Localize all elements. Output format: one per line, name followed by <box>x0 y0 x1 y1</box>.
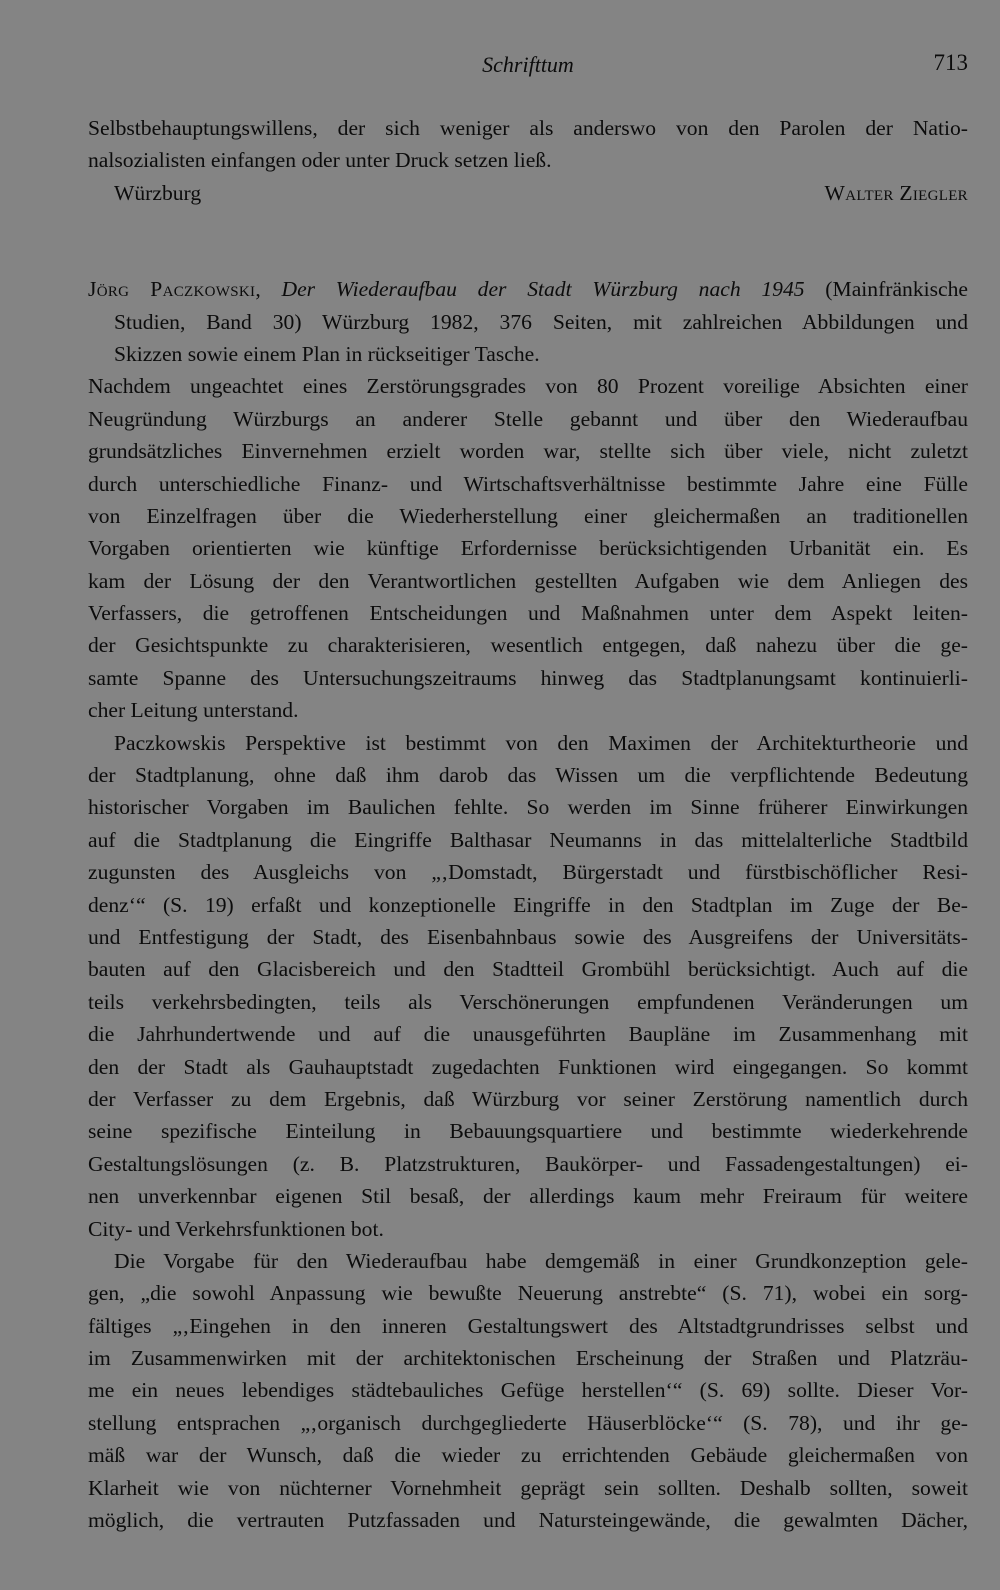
text-line: kam der Lösung der den Verantwortlichen gestellten Aufgaben wie dem Anliegen des <box>88 568 968 593</box>
text-line: durch unterschiedliche Finanz- und Wirtschaftsverhältnisse bestimmte Jahre eine Fülle <box>88 471 968 496</box>
citation-separator: , <box>255 277 282 302</box>
text-line: me ein neues lebendiges städtebauliches Gefüge herstellen‘“ (S. 69) sollte. Dieser Vor- <box>88 1378 968 1403</box>
text-line: Selbstbehauptungswillens, der sich weniger als anderswo von den Parolen der Natio- <box>88 116 968 140</box>
text-line: der Verfasser zu dem Ergebnis, daß Würzburg vor seiner Zerstörung namentlich durch <box>88 1086 968 1111</box>
book-author: Jörg Paczkowski <box>88 277 256 302</box>
text-line: nen unverkennbar eigenen Stil besaß, der allerdings kaum mehr Freiraum für weitere <box>88 1184 968 1209</box>
citation-line: Skizzen sowie einem Plan in rückseitiger Tasche. <box>114 341 540 366</box>
text-line: den der Stadt als Gauhauptstadt zugedachten Funktionen wird eingegangen. So kommt <box>88 1054 968 1079</box>
section-title: Schrifttum <box>482 52 574 77</box>
text-line: Die Vorgabe für den Wiederaufbau habe demgemäß in einer Grundkonzeption gele- <box>114 1248 968 1273</box>
paragraph <box>88 727 968 1245</box>
previous-review-ending <box>88 112 968 209</box>
citation-series: (Mainfränkische <box>804 277 969 302</box>
text-line: im Zusammenwirken mit der architektonischen Erscheinung der Straßen und Platzräu- <box>88 1346 968 1371</box>
text-line: auf die Stadtplanung die Eingriffe Balthasar Neumanns in das mittelalterliche Stadtbild <box>88 827 968 852</box>
text-line: Verfassers, die getroffenen Entscheidungen und Maßnahmen unter dem Aspekt leiten- <box>88 601 968 626</box>
page-number: 713 <box>933 50 968 75</box>
text-line: teils verkehrsbedingten, teils als Verschönerungen empfundenen Veränderungen um <box>88 989 968 1014</box>
text-line: der Stadtplanung, ohne daß ihm darob das Wissen um die verpflichtende Bedeutung <box>88 763 968 788</box>
text-line: gen, „die sowohl Anpassung wie bewußte Neuerung anstrebte“ (S. 71), wobei ein sorg- <box>88 1281 968 1306</box>
text-line: mäß war der Wunsch, daß die wieder zu errichtenden Gebäude gleichermaßen von <box>88 1443 968 1468</box>
text-line: möglich, die vertrauten Putzfassaden und Natursteingewände, die gewalmten Dächer, <box>88 1508 968 1533</box>
text-line: Klarheit wie von nüchterner Vornehmheit geprägt sein sollten. Deshalb sollten, soweit <box>88 1475 968 1500</box>
book-title: Der Wiederaufbau der Stadt Würzburg nach 1945 <box>281 277 805 302</box>
section-gap <box>88 209 968 273</box>
paragraph <box>88 1245 968 1537</box>
review-citation <box>88 273 968 370</box>
text-line: bauten auf den Glacisbereich und den Stadtteil Grombühl berücksichtigt. Auch auf die <box>88 957 968 982</box>
page-body <box>88 112 968 1536</box>
text-line: historischer Vorgaben im Baulichen fehlte. So werden im Sinne früherer Einwirkungen <box>88 795 968 820</box>
text-line: grundsätzliches Einvernehmen erzielt worden war, stellte sich über viele, nicht zuletzt <box>88 439 968 464</box>
running-head <box>88 50 968 82</box>
review-body <box>88 370 968 1536</box>
text-line: der Gesichtspunkte zu charakterisieren, wesentlich entgegen, daß nahezu über die ge- <box>88 633 968 658</box>
text-line: cher Leitung unterstand. <box>88 698 299 723</box>
signature-author: Walter Ziegler <box>824 180 968 205</box>
text-line: und Entfestigung der Stadt, des Eisenbahnbaus sowie des Ausgreifens der Universitäts- <box>88 924 968 949</box>
signature-place: Würzburg <box>114 180 202 205</box>
text-line: die Jahrhundertwende und auf die unausgeführten Baupläne im Zusammenhang mit <box>88 1022 968 1047</box>
text-line: stellung entsprachen „‚organisch durchgegliederte Häuserblöcke‘“ (S. 78), und ihr ge- <box>88 1410 968 1435</box>
text-line: nalsozialisten einfangen oder unter Druck setzen ließ. <box>88 148 552 173</box>
text-line: City- und Verkehrsfunktionen bot. <box>88 1216 384 1241</box>
paragraph <box>88 370 968 726</box>
text-line: Nachdem ungeachtet eines Zerstörungsgrades von 80 Prozent voreilige Absichten einer <box>88 374 968 399</box>
text-line: denz‘“ (S. 19) erfaßt und konzeptionelle Eingriffe in den Stadtplan im Zuge der Be- <box>88 892 968 917</box>
review-signature <box>88 177 968 209</box>
text-line: Vorgaben orientierten wie künftige Erfordernisse berücksichtigenden Urbanität ein. Es <box>88 536 968 561</box>
text-line: seine spezifische Einteilung in Bebauungsquartiere und bestimmte wiederkehrende <box>88 1119 968 1144</box>
text-line: Neugründung Würzburgs an anderer Stelle gebannt und über den Wiederaufbau <box>88 406 968 431</box>
text-line: fältiges „‚Eingehen in den inneren Gestaltungswert des Altstadtgrundrisses selbst und <box>88 1313 968 1338</box>
text-line: Gestaltungslösungen (z. B. Platzstrukturen, Baukörper- und Fassadengestaltungen) ei- <box>88 1151 968 1176</box>
text-line: zugunsten des Ausgleichs von „‚Domstadt, Bürgerstadt und fürstbischöflicher Resi- <box>88 860 968 885</box>
citation-line: Studien, Band 30) Würzburg 1982, 376 Seiten, mit zahlreichen Abbildungen und <box>114 309 968 334</box>
text-line: samte Spanne des Untersuchungszeitraums hinweg das Stadtplanungsamt kontinuierli- <box>88 665 968 690</box>
text-line: Paczkowskis Perspektive ist bestimmt von den Maximen der Architekturtheorie und <box>114 730 968 755</box>
text-line: von Einzelfragen über die Wiederherstellung einer gleichermaßen an traditionellen <box>88 503 968 528</box>
citation-first-line <box>88 273 968 305</box>
